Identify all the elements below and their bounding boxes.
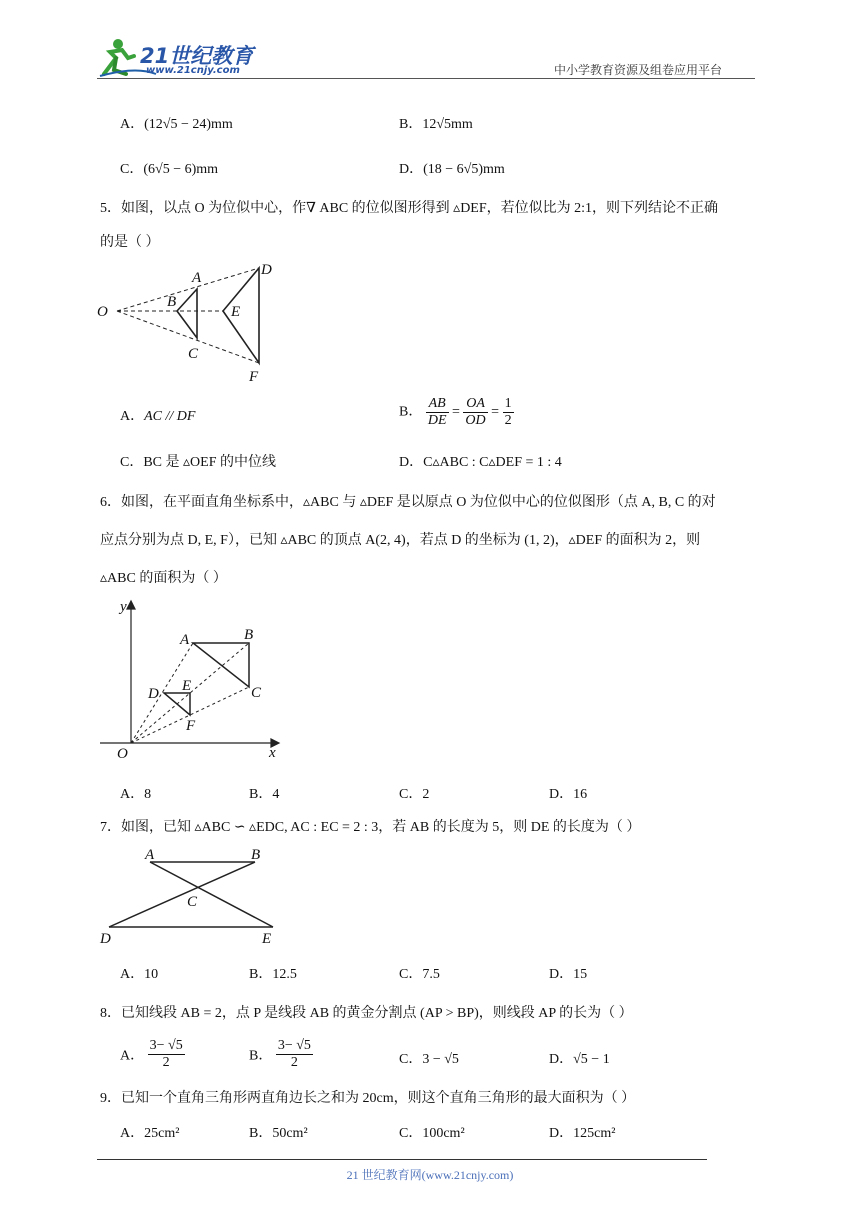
q7-option-c-text: 7.5 <box>422 967 440 982</box>
q7-option-b-label: B． <box>249 967 273 982</box>
fraction <box>426 396 449 429</box>
q6-label-A: A <box>180 632 190 648</box>
q5-label-F: F <box>249 369 259 385</box>
q4-option-a-label: A． <box>120 117 145 132</box>
fraction-num: 1 <box>504 396 512 411</box>
q9-option-b-text: 50cm² <box>272 1126 308 1141</box>
q7-option-c[interactable] <box>399 963 440 983</box>
q9-stem-line1: 9．已知一个直角三角形两直角边长之和为 20cm，则这个直角三角形的最大面积为（ ） <box>100 1091 636 1106</box>
q5-label-B: B <box>167 294 177 310</box>
fraction <box>148 1038 185 1071</box>
fraction-den: OD <box>465 413 486 428</box>
q6-option-b-label: B． <box>249 787 273 802</box>
footer-divider <box>97 1159 707 1160</box>
q5-option-c-text: BC 是 ▵OEF 的中位线 <box>143 455 276 470</box>
fraction-num: 3− √5 <box>277 1038 311 1053</box>
q7-option-d-text: 15 <box>573 967 588 982</box>
header-right-text: 中小学教育资源及组卷应用平台 <box>554 63 723 77</box>
q6-label-B: B <box>244 627 254 643</box>
q9-option-d-text: 125cm² <box>573 1126 616 1141</box>
q6-option-c[interactable] <box>399 783 429 803</box>
fraction <box>276 1038 313 1071</box>
q9-option-c-label: C． <box>399 1126 423 1141</box>
q6-option-a-text: 8 <box>144 787 152 802</box>
q7-label-D: D <box>100 931 111 947</box>
q8-option-a-label: A． <box>120 1048 145 1064</box>
q7-option-d[interactable] <box>549 963 587 983</box>
q8-option-d-label: D． <box>549 1052 574 1067</box>
q6-option-a-label: A． <box>120 787 145 802</box>
q6-label-O: O <box>117 746 128 760</box>
q6-figure <box>95 595 285 760</box>
q5-option-a-label: A． <box>120 409 145 424</box>
logo-text: 21世纪教育 <box>140 44 254 68</box>
fraction-num: 3− √5 <box>149 1038 183 1053</box>
fraction <box>503 396 514 429</box>
q7-option-c-label: C． <box>399 967 423 982</box>
q4-option-d-label: D． <box>399 162 424 177</box>
fraction-den: DE <box>427 413 447 428</box>
q6-stem-line3: ▵ABC 的面积为（ ） <box>100 571 227 586</box>
q5-label-C: C <box>188 346 199 362</box>
q6-stem-line2: 应点分别为点 D, E, F），已知 ▵ABC 的顶点 A(2, 4)，若点 D 的坐标为 (1, 2)，▵DEF 的面积为 2，则 <box>100 533 701 548</box>
q5-option-b-label: B． <box>399 404 423 420</box>
q6-option-d[interactable] <box>549 783 587 803</box>
q4-option-c[interactable] <box>120 158 218 178</box>
q4-option-b-text: 12√5mm <box>422 117 473 132</box>
q7-label-E: E <box>262 931 272 947</box>
fraction-num: AB <box>426 396 449 413</box>
q4-option-d-text: (18 − 6√5)mm <box>423 162 505 177</box>
q6-label-F: F <box>186 718 196 734</box>
q6-option-d-label: D． <box>549 787 574 802</box>
q8-option-c-label: C． <box>399 1052 423 1067</box>
q5-option-b[interactable]: B． $\frac{AB}{DE}$ = $\frac{OA}{OD}$ = $\frac{1}{2}$ <box>399 396 512 428</box>
fraction-den: 2 <box>504 413 512 428</box>
fraction <box>463 396 487 429</box>
q9-option-a[interactable] <box>120 1122 179 1142</box>
q6-option-b[interactable] <box>249 783 279 803</box>
q6-label-E: E <box>182 678 192 694</box>
q7-stem-line1: 7．如图，已知 ▵ABC ∽ ▵EDC, AC : EC = 2 : 3，若 AB 的长度为 5，则 DE 的长度为（ ） <box>100 820 641 835</box>
q4-option-b[interactable] <box>399 113 473 133</box>
q9-option-a-label: A． <box>120 1126 145 1141</box>
q7-option-b-text: 12.5 <box>272 967 297 982</box>
q7-label-B: B <box>251 847 261 863</box>
header-divider <box>97 78 755 79</box>
q6-option-d-text: 16 <box>573 787 588 802</box>
q6-label-y: y <box>120 599 127 615</box>
q6-option-b-text: 4 <box>272 787 280 802</box>
q6-label-x: x <box>269 745 276 760</box>
q8-option-d[interactable] <box>549 1048 610 1068</box>
q5-figure <box>95 258 285 386</box>
q7-label-C: C <box>187 894 198 910</box>
q5-label-A: A <box>192 270 202 286</box>
q6-stem-line1: 6．如图，在平面直角坐标系中，▵ABC 与 ▵DEF 是以原点 O 为位似中心的位似图形（点 A, B, C 的对 <box>100 495 716 510</box>
q7-label-A: A <box>145 847 155 863</box>
q8-stem-line1: 8．已知线段 AB = 2，点 P 是线段 AB 的黄金分割点 (AP > BP)，则线段 AP 的长为（ ） <box>100 1006 633 1021</box>
q5-option-d[interactable] <box>399 451 562 471</box>
q6-label-D: D <box>148 686 159 702</box>
q5-option-c[interactable] <box>120 451 276 471</box>
q8-option-a[interactable] <box>120 1038 185 1071</box>
q5-option-a-text: AC // DF <box>144 409 196 424</box>
q5-stem-line1: 5．如图，以点 O 为位似中心，作∇ ABC 的位似图形得到 ▵DEF，若位似比为 2:1，则下列结论不正确 <box>100 201 719 216</box>
q5-option-d-label: D． <box>399 455 424 470</box>
q5-option-c-label: C． <box>120 455 144 470</box>
q5-label-D: D <box>261 262 272 278</box>
q7-figure <box>95 842 285 948</box>
q8-option-b[interactable] <box>249 1038 313 1071</box>
q4-option-d[interactable] <box>399 158 505 178</box>
q6-label-C: C <box>251 685 262 701</box>
q8-option-c[interactable] <box>399 1048 459 1068</box>
q4-option-a-text: (12√5 − 24)mm <box>144 117 233 132</box>
q4-option-b-label: B． <box>399 117 423 132</box>
q6-option-c-label: C． <box>399 787 423 802</box>
q9-option-b-label: B． <box>249 1126 273 1141</box>
q7-option-a-label: A． <box>120 967 145 982</box>
fraction-den: 2 <box>290 1055 298 1070</box>
q9-option-d-label: D． <box>549 1126 574 1141</box>
fraction-den: 2 <box>162 1055 170 1070</box>
q9-option-c-text: 100cm² <box>422 1126 465 1141</box>
q4-option-c-label: C． <box>120 162 144 177</box>
fraction-num: OA <box>463 396 487 413</box>
q7-option-a[interactable] <box>120 963 158 983</box>
site-logo <box>96 36 256 78</box>
q8-option-d-text: √5 − 1 <box>573 1052 610 1067</box>
q4-option-c-text: (6√5 − 6)mm <box>143 162 219 177</box>
q9-option-b[interactable] <box>249 1122 308 1142</box>
q9-option-d[interactable] <box>549 1122 615 1142</box>
q6-option-c-text: 2 <box>422 787 430 802</box>
q5-option-a[interactable] <box>120 405 195 425</box>
logo-url: www.21cnjy.com <box>146 65 240 76</box>
q5-stem-line2: 的是（ ） <box>100 235 160 250</box>
q6-option-a[interactable] <box>120 783 151 803</box>
q9-option-c[interactable] <box>399 1122 465 1142</box>
q5-label-O: O <box>97 304 108 320</box>
q7-option-b[interactable] <box>249 963 297 983</box>
q7-option-d-label: D． <box>549 967 574 982</box>
q8-option-c-text: 3 − √5 <box>422 1052 459 1067</box>
q9-option-a-text: 25cm² <box>144 1126 180 1141</box>
q8-option-b-label: B． <box>249 1048 273 1064</box>
q4-option-a[interactable] <box>120 113 233 133</box>
q7-option-a-text: 10 <box>144 967 159 982</box>
footer-link[interactable]: 21 世纪教育网(www.21cnjy.com) <box>346 1168 514 1182</box>
q5-option-d-text: C▵ABC : C▵DEF = 1 : 4 <box>423 455 562 470</box>
q5-label-E: E <box>231 304 241 320</box>
